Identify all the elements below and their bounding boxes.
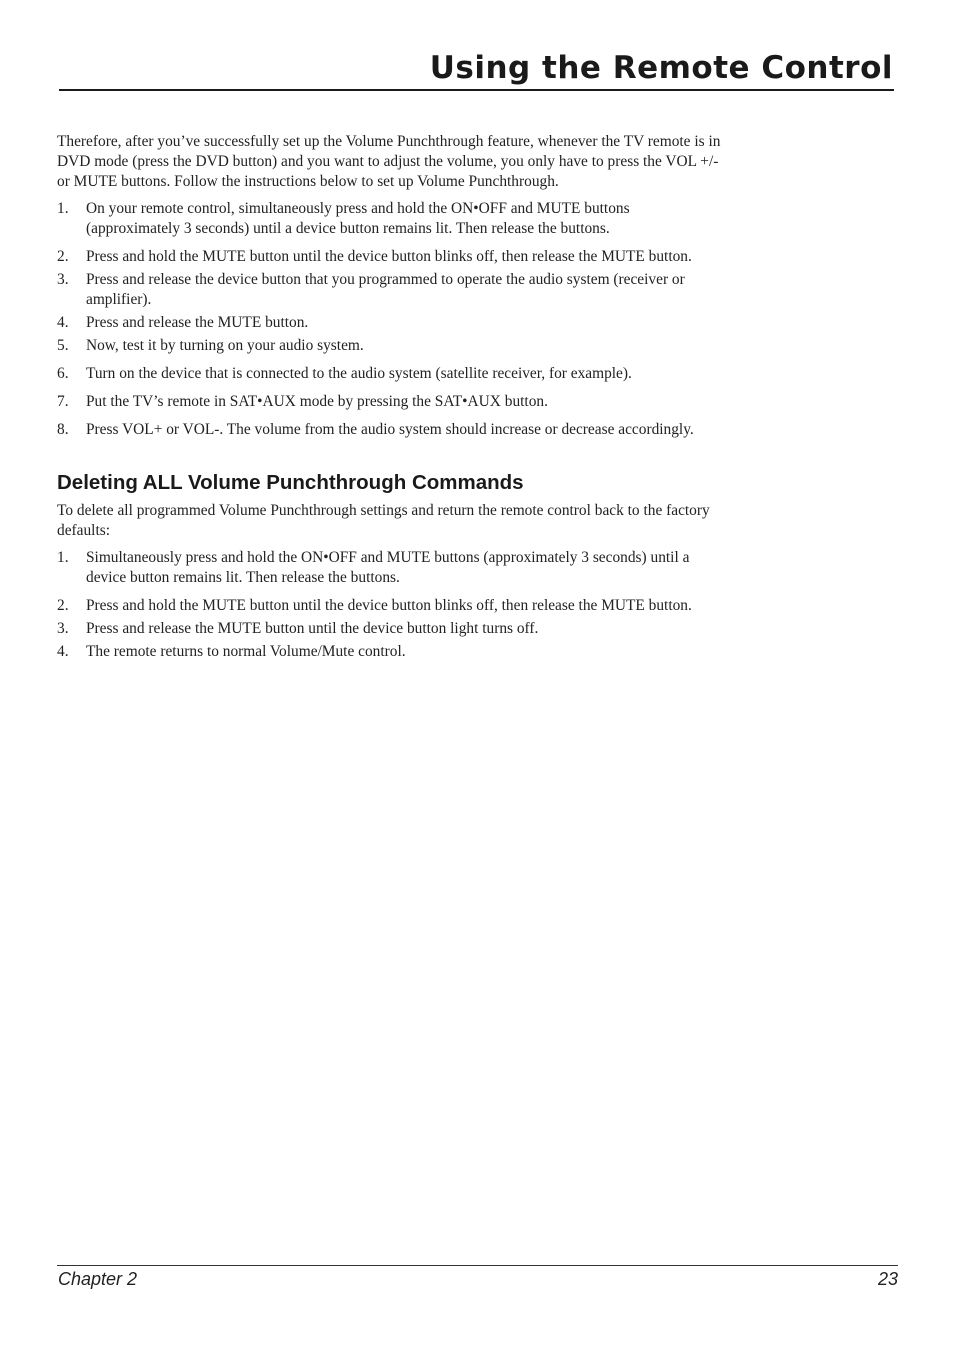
footer-divider bbox=[57, 1265, 898, 1266]
list-item: 6. Turn on the device that is connected to the audio system (satellite receiver, for example). bbox=[57, 365, 632, 382]
list-item: 1. Simultaneously press and hold the ON•OFF and MUTE buttons (approximately 3 seconds) until a device button remains lit. Then release the buttons. bbox=[57, 549, 690, 586]
list-item: 7. Put the TV’s remote in SAT•AUX mode by pressing the SAT•AUX button. bbox=[57, 393, 548, 410]
page-title: Using the Remote Control bbox=[429, 50, 893, 86]
list-item: 2. Press and hold the MUTE button until the device button blinks off, then release the MUTE button. bbox=[57, 248, 692, 265]
main-content bbox=[57, 132, 725, 665]
title-divider bbox=[59, 89, 894, 91]
list-item: 8. Press VOL+ or VOL-. The volume from the audio system should increase or decrease accordingly. bbox=[57, 421, 694, 438]
section-intro: To delete all programmed Volume Punchthrough settings and return the remote control back to the factory defaults: bbox=[57, 502, 710, 539]
list-item: 1. On your remote control, simultaneously press and hold the ON•OFF and MUTE buttons (approximately 3 seconds) until a device button remains lit. Then release the buttons. bbox=[57, 200, 630, 237]
chapter-label: Chapter 2 bbox=[58, 1269, 138, 1289]
delete-steps-list bbox=[57, 548, 725, 662]
list-item: 3. Press and release the device button that you programmed to operate the audio system (receiver or amplifier). bbox=[57, 271, 685, 308]
section-heading: Deleting ALL Volume Punchthrough Commands bbox=[57, 471, 524, 494]
list-item: 4. The remote returns to normal Volume/Mute control. bbox=[57, 643, 406, 660]
intro-paragraph: Therefore, after you’ve successfully set up the Volume Punchthrough feature, whenever the TV remote is in DVD mode (press the DVD button) and you want to adjust the volume, you only have to press the VOL +/- or MUTE buttons. Follow the instructions below to set up Volume Punchthrough. bbox=[57, 133, 721, 190]
page-number: 23 bbox=[877, 1269, 898, 1289]
list-item: 4. Press and release the MUTE button. bbox=[57, 314, 309, 331]
list-item: 2. Press and hold the MUTE button until the device button blinks off, then release the MUTE button. bbox=[57, 597, 692, 614]
list-item: 5. Now, test it by turning on your audio system. bbox=[57, 337, 364, 354]
setup-steps-list bbox=[57, 199, 725, 440]
list-item: 3. Press and release the MUTE button until the device button light turns off. bbox=[57, 620, 539, 637]
